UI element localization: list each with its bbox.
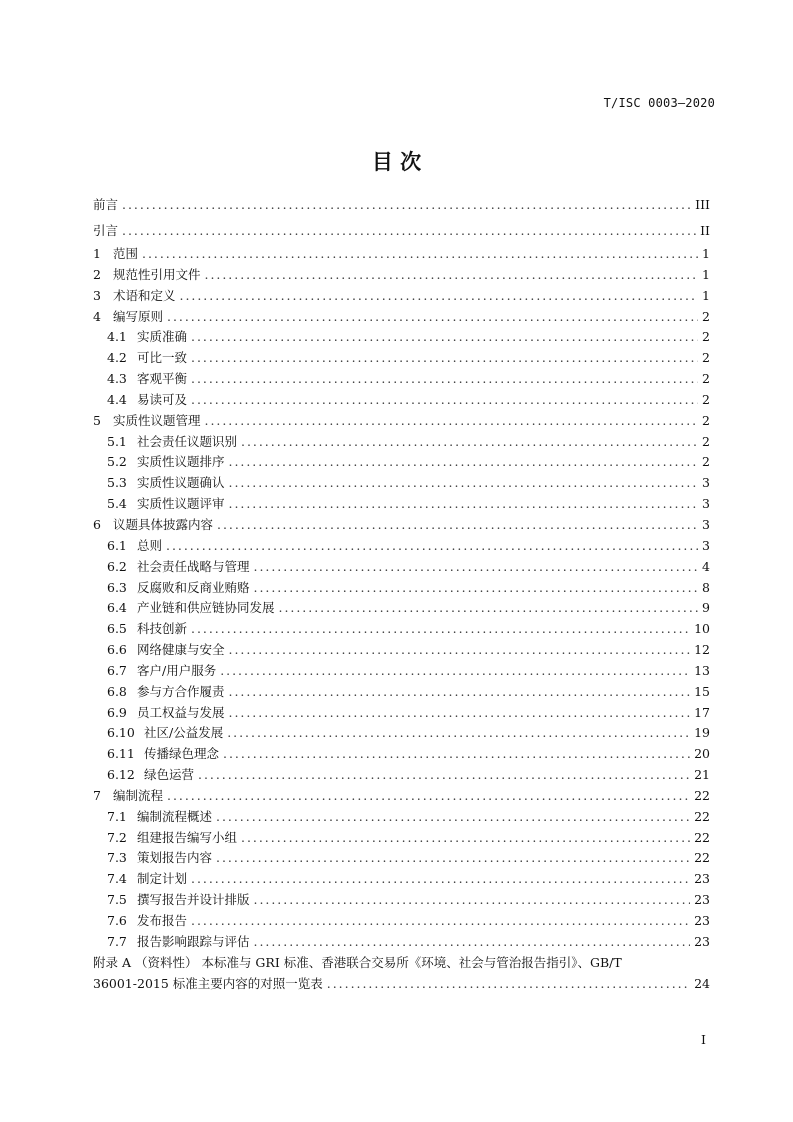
toc-entry-label: 规范性引用文件	[113, 266, 201, 282]
toc-entry-label: 前言	[93, 197, 119, 212]
toc-entry-page: 1	[702, 287, 710, 303]
toc-entry[interactable]	[93, 661, 710, 682]
dot-leader	[191, 369, 698, 390]
toc-entry-label: 实质性议题评审	[137, 496, 225, 512]
toc-entry[interactable]	[93, 703, 710, 724]
toc-entry[interactable]	[93, 557, 710, 578]
toc-entry-label: 总则	[137, 537, 163, 553]
toc-entry-label: 反腐败和反商业贿赂	[137, 579, 250, 595]
toc-entry[interactable]	[93, 598, 710, 619]
toc-entry-label: 范围	[113, 246, 139, 261]
toc-entry-number: 6.8	[107, 683, 127, 699]
toc-entry-page: 15	[694, 683, 710, 699]
toc-entry-number: 6.4	[107, 600, 127, 616]
toc-entry-label: 实质准确	[137, 329, 188, 345]
toc-entry[interactable]	[93, 786, 710, 807]
toc-entry-number: 6.12	[107, 767, 135, 783]
dot-leader	[241, 432, 698, 453]
toc-entry[interactable]	[93, 765, 710, 786]
dot-leader	[217, 515, 698, 536]
toc-entry-number: 6.10	[107, 725, 135, 741]
annex-title-line2: 36001-2015 标准主要内容的对照一览表	[93, 976, 323, 991]
toc-entry-number: 6.7	[107, 662, 127, 678]
toc-entry-label: 网络健康与安全	[137, 642, 225, 658]
toc-entry-page: 2	[702, 329, 710, 345]
dot-leader	[191, 619, 690, 640]
toc-entry-page: 22	[694, 787, 710, 803]
toc-entry[interactable]	[93, 619, 710, 640]
toc-entry-page: 23	[694, 871, 710, 887]
toc-entry-number: 6.3	[107, 579, 127, 595]
toc-entry-page: 2	[702, 350, 710, 366]
toc-entry-number: 4.1	[107, 329, 127, 345]
toc-entry-page: 3	[702, 496, 710, 512]
dot-leader	[216, 848, 690, 869]
toc-entry-label: 编制流程	[113, 787, 164, 803]
toc-entry-label: 制定计划	[137, 871, 188, 887]
toc-entry-page: 23	[694, 933, 710, 949]
dot-leader	[229, 640, 691, 661]
toc-entry-page: 22	[694, 829, 710, 845]
toc-entry-number: 6.11	[107, 746, 135, 762]
toc-entry-label: 撰写报告并设计排版	[137, 892, 250, 908]
toc-entry-page: 2	[702, 454, 710, 470]
toc-entry[interactable]	[93, 369, 710, 390]
annex-title-line1: 附录 A （资料性） 本标准与 GRI 标准、香港联合交易所《环境、社会与管治报告指引》、GB/T	[93, 955, 622, 970]
toc-entry-label: 产业链和供应链协同发展	[137, 600, 275, 616]
toc-entry-label: 社会责任战略与管理	[137, 558, 250, 574]
toc-entry[interactable]	[93, 390, 710, 411]
toc-entry-label: 绿色运营	[144, 767, 195, 783]
dot-leader	[229, 452, 699, 473]
toc-entry-page: 13	[694, 662, 710, 678]
dot-leader	[229, 494, 699, 515]
toc-entry-number: 5.2	[107, 454, 127, 470]
dot-leader	[205, 411, 699, 432]
toc-entry-number: 6.6	[107, 642, 127, 658]
toc-entry-label: 实质性议题排序	[137, 454, 225, 470]
page-title: 目 次	[371, 150, 422, 174]
toc-entry-number: 6.2	[107, 558, 127, 574]
toc-entry[interactable]	[93, 265, 710, 286]
toc-entry[interactable]	[93, 327, 710, 348]
toc-entry-label: 组建报告编写小组	[137, 829, 238, 845]
toc-entry[interactable]	[93, 828, 710, 849]
dot-leader	[227, 723, 690, 744]
annex-page-number: 24	[694, 976, 710, 991]
dot-leader	[167, 307, 698, 328]
toc-entry-number: 6.5	[107, 621, 127, 637]
dot-leader	[254, 890, 691, 911]
toc-entry[interactable]	[93, 536, 710, 557]
dot-leader	[220, 661, 690, 682]
dot-leader	[205, 265, 699, 286]
toc-entry[interactable]	[93, 911, 710, 932]
toc-entry-page: 4	[702, 558, 710, 574]
toc-entry[interactable]	[93, 682, 710, 703]
toc-entry-number: 3	[93, 287, 101, 303]
toc-entry-label: 实质性议题确认	[137, 475, 225, 491]
dot-leader	[279, 598, 699, 619]
dot-leader	[254, 932, 691, 953]
toc-entry[interactable]	[93, 515, 710, 536]
toc-entry-number: 7.1	[107, 808, 127, 824]
toc-entry-page: 3	[702, 537, 710, 553]
toc-entry-number: 5.1	[107, 433, 127, 449]
dot-leader	[229, 473, 699, 494]
toc-entry-page: III	[695, 197, 710, 212]
toc-entry-label: 客观平衡	[137, 371, 188, 387]
toc-entry-number: 7.7	[107, 933, 127, 949]
toc-entry-label: 术语和定义	[113, 287, 176, 303]
dot-leader	[191, 390, 698, 411]
toc-entry[interactable]	[93, 723, 710, 744]
toc-entry-number: 7.4	[107, 871, 127, 887]
toc-entry[interactable]	[93, 473, 710, 494]
dot-leader	[216, 807, 690, 828]
toc-entry-page: 21	[694, 767, 710, 783]
toc-entry-page: 17	[694, 704, 710, 720]
dot-leader	[254, 557, 699, 578]
dot-leader	[223, 744, 690, 765]
toc-entry-page: 1	[702, 266, 710, 282]
dot-leader	[180, 286, 699, 307]
toc-entry-label: 报告影响跟踪与评估	[137, 933, 250, 949]
toc-entry-label: 员工权益与发展	[137, 704, 225, 720]
toc-entry-number: 5	[93, 412, 101, 428]
toc-entry-number: 5.4	[107, 496, 127, 512]
toc-entry[interactable]	[93, 286, 710, 307]
dot-leader	[122, 218, 696, 244]
toc-entry-page: 2	[702, 308, 710, 324]
toc-entry[interactable]	[93, 218, 710, 244]
toc-entry[interactable]	[93, 452, 710, 473]
dot-leader	[191, 869, 690, 890]
toc-entry-number: 6	[93, 516, 101, 532]
toc-entry-page: 2	[702, 371, 710, 387]
dot-leader	[229, 682, 691, 703]
toc-entry-number: 4	[93, 308, 101, 324]
toc-entry-page: 22	[694, 808, 710, 824]
toc-entry-label: 可比一致	[137, 350, 188, 366]
toc-entry-number: 4.3	[107, 371, 127, 387]
dot-leader	[167, 786, 690, 807]
toc-entry-label: 议题具体披露内容	[113, 516, 214, 532]
toc-annex-entry[interactable]	[93, 952, 710, 994]
toc-entry-label: 科技创新	[137, 621, 188, 637]
toc-entry-label: 参与方合作履责	[137, 683, 225, 699]
toc-entry-page: 23	[694, 892, 710, 908]
dot-leader	[122, 192, 691, 218]
toc-entry-label: 社区/公益发展	[144, 725, 224, 741]
toc-entry-number: 6.9	[107, 704, 127, 720]
toc-entry[interactable]	[93, 411, 710, 432]
dot-leader	[327, 973, 690, 994]
toc-entry-label: 策划报告内容	[137, 850, 213, 866]
toc-entry[interactable]	[93, 348, 710, 369]
dot-leader	[191, 327, 698, 348]
toc-entry-page: 20	[694, 746, 710, 762]
toc-entry-label: 发布报告	[137, 913, 188, 928]
dot-leader	[166, 536, 698, 557]
dot-leader	[191, 911, 690, 932]
toc-entry-number: 7.6	[107, 913, 127, 928]
dot-leader	[241, 828, 690, 849]
toc-entry-number: 7.5	[107, 892, 127, 908]
toc-entry-number: 6.1	[107, 537, 127, 553]
dot-leader	[191, 348, 698, 369]
dot-leader	[198, 765, 690, 786]
toc-entry-page: 12	[694, 642, 710, 658]
toc-entry[interactable]	[93, 244, 710, 265]
toc-entry-page: 19	[694, 725, 710, 741]
toc-entry[interactable]	[93, 848, 710, 869]
table-of-contents	[93, 192, 710, 953]
toc-entry-label: 客户/用户服务	[137, 662, 217, 678]
toc-entry[interactable]	[93, 640, 710, 661]
toc-entry-page: 22	[694, 850, 710, 866]
standard-code: T/ISC 0003—2020	[603, 96, 715, 110]
toc-entry-page: 1	[702, 246, 710, 261]
toc-entry[interactable]	[93, 494, 710, 515]
toc-entry-number: 7	[93, 787, 101, 803]
toc-entry-number: 7.3	[107, 850, 127, 866]
toc-entry[interactable]	[93, 869, 710, 890]
toc-entry-page: 2	[702, 433, 710, 449]
toc-entry[interactable]	[93, 807, 710, 828]
toc-entry-label: 传播绿色理念	[144, 746, 220, 762]
toc-entry-label: 实质性议题管理	[113, 412, 201, 428]
toc-entry-page: 3	[702, 516, 710, 532]
dot-leader	[229, 703, 691, 724]
toc-entry-page: 2	[702, 412, 710, 428]
toc-entry[interactable]	[93, 890, 710, 911]
toc-entry-page: 2	[702, 391, 710, 407]
toc-entry-page: 3	[702, 475, 710, 491]
toc-entry[interactable]	[93, 307, 710, 328]
toc-entry-page: 9	[702, 600, 710, 616]
toc-entry-page: 8	[702, 579, 710, 595]
toc-entry-number: 4.2	[107, 350, 127, 366]
toc-entry-page: 23	[694, 913, 710, 928]
toc-entry-number: 1	[93, 246, 101, 261]
toc-entry-label: 编写原则	[113, 308, 164, 324]
toc-entry-label: 编制流程概述	[137, 808, 213, 824]
footer-page-number: I	[701, 1032, 706, 1047]
toc-entry-page: 10	[694, 621, 710, 637]
toc-entry-number: 4.4	[107, 391, 127, 407]
toc-entry[interactable]	[93, 744, 710, 765]
dot-leader	[142, 244, 698, 265]
toc-entry-label: 引言	[93, 223, 119, 238]
toc-entry-number: 2	[93, 266, 101, 282]
toc-entry-page: II	[700, 223, 710, 238]
toc-entry[interactable]	[93, 578, 710, 599]
dot-leader	[254, 578, 699, 599]
toc-entry[interactable]	[93, 192, 710, 218]
toc-entry-label: 社会责任议题识别	[137, 433, 238, 449]
toc-entry-number: 7.2	[107, 829, 127, 845]
toc-entry[interactable]	[93, 432, 710, 453]
toc-entry[interactable]	[93, 932, 710, 953]
toc-entry-label: 易读可及	[137, 391, 188, 407]
toc-entry-number: 5.3	[107, 475, 127, 491]
